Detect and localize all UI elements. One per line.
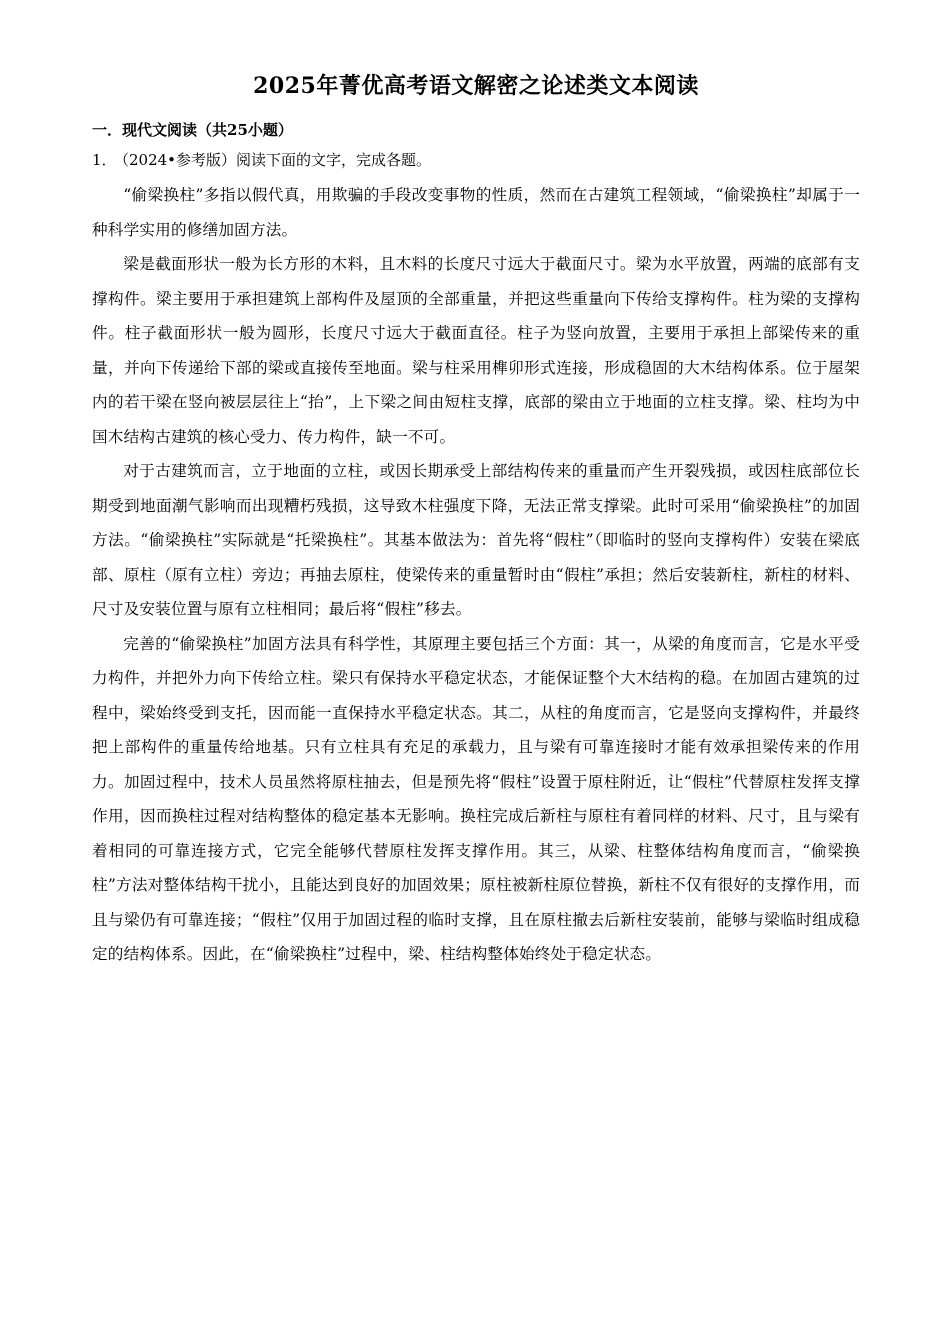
passage-paragraph-2: 梁是截面形状一般为长方形的木料，且木料的长度尺寸远大于截面尺寸。梁为水平放置，两端的底部有支撑构件。梁主要用于承担建筑上部构件及屋顶的全部重量，并把这些重量向下传给支撑构件。柱为梁的支撑构件。柱子截面形状一般为圆形，长度尺寸远大于截面直径。柱子为竖向放置，主要用于承担上部梁传来的重量，并向下传递给下部的梁或直接传至地面。梁与柱采用榫卯形式连接，形成稳固的大木结构体系。位于屋架内的若干梁在竖向被层层往上“抬”，上下梁之间由短柱支撑，底部的梁由立于地面的立柱支撑。梁、柱均为中国木结构古建筑的核心受力、传力构件，缺一不可。	[92, 255, 860, 446]
question-header	[92, 150, 860, 170]
question-number: 1．	[92, 151, 117, 169]
section-heading: 一．现代文阅读（共25小题）	[92, 121, 293, 139]
passage-paragraph-4: 完善的“偷梁换柱”加固方法具有科学性，其原理主要包括三个方面：其一，从梁的角度而言，它是水平受力构件，并把外力向下传给立柱。梁只有保持水平稳定状态，才能保证整个大木结构的稳。在加固古建筑的过程中，梁始终受到支托，因而能一直保持水平稳定状态。其二，从柱的角度而言，它是竖向支撑构件，并最终把上部构件的重量传给地基。只有立柱具有充足的承载力，且与梁有可靠连接时才能有效承担梁传来的作用力。加固过程中，技术人员虽然将原柱抽去，但是预先将“假柱”设置于原柱附近，让“假柱”代替原柱发挥支撑作用，因而换柱过程对结构整体的稳定基本无影响。换柱完成后新柱与原柱有着同样的材料、尺寸，且与梁有着相同的可靠连接方式，它完全能够代替原柱发挥支撑作用。其三，从梁、柱整体结构角度而言，“偷梁换柱”方法对整体结构干扰小，且能达到良好的加固效果；原柱被新柱原位替换，新柱不仅有很好的支撑作用，而且与梁仍有可靠连接；“假柱”仅用于加固过程的临时支撑，且在原柱撤去后新柱安装前，能够与梁临时组成稳定的结构体系。因此，在“偷梁换柱”过程中，梁、柱结构整体始终处于稳定状态。	[92, 634, 860, 963]
document-page	[92, 70, 860, 972]
passage-paragraph-1: “偷梁换柱”多指以假代真，用欺骗的手段改变事物的性质，然而在古建筑工程领域，“偷梁换柱”却属于一种科学实用的修缮加固方法。	[92, 186, 860, 239]
document-title: 2025年菁优高考语文解密之论述类文本阅读	[253, 73, 699, 99]
question-prompt: （2024•参考版）阅读下面的文字，完成各题。	[114, 151, 432, 169]
passage-paragraph-3: 对于古建筑而言，立于地面的立柱，或因长期承受上部结构传来的重量而产生开裂残损，或因柱底部位长期受到地面潮气影响而出现糟朽残损，这导致木柱强度下降，无法正常支撑梁。此时可采用“偷梁换柱”的加固方法。“偷梁换柱”实际就是“托梁换柱”。其基本做法为：首先将“假柱”（即临时的竖向支撑构件）安装在梁底部、原柱（原有立柱）旁边；再抽去原柱，使梁传来的重量暂时由“假柱”承担；然后安装新柱，新柱的材料、尺寸及安装位置与原有立柱相同；最后将“假柱”移去。	[92, 462, 860, 618]
